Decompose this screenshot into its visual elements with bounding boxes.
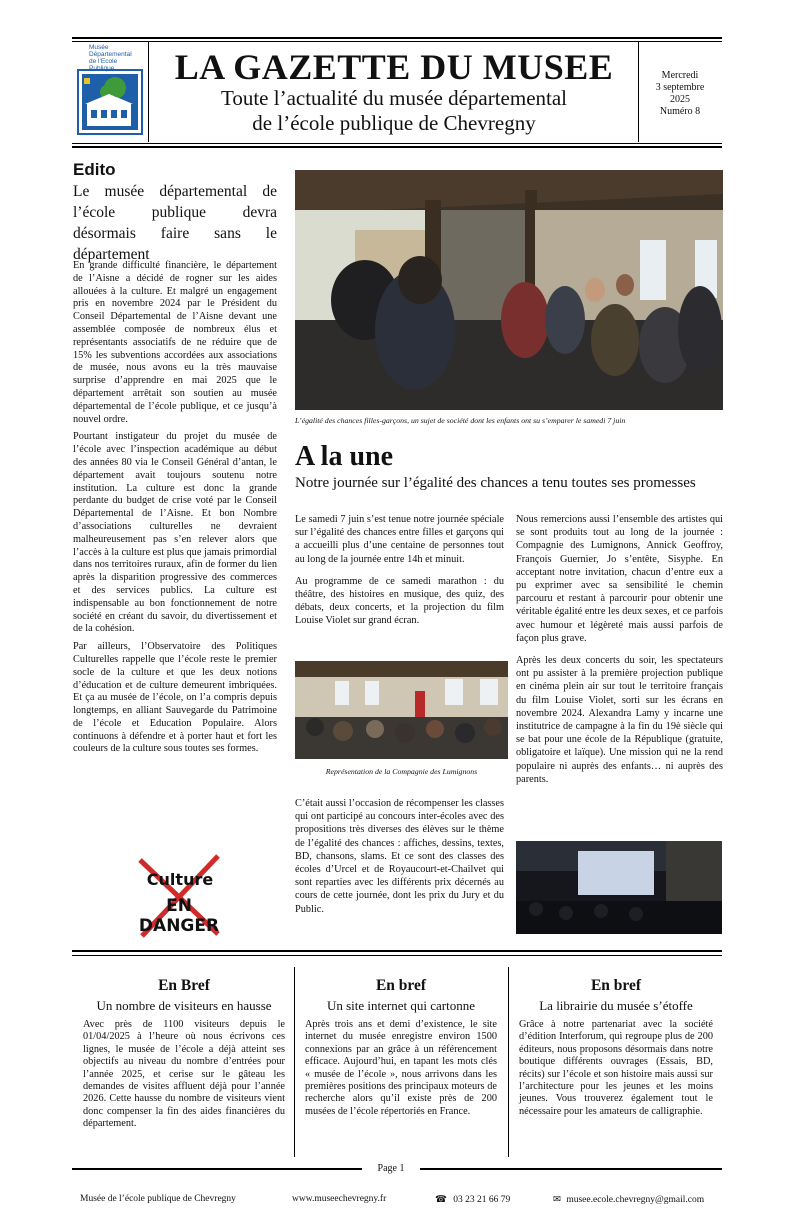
theatre-photo	[295, 661, 508, 759]
stamp-text-culture: Culture	[146, 870, 214, 889]
brief-heading: En bref	[590, 977, 642, 994]
brief-subheading: Un site internet qui cartonne	[326, 998, 475, 1013]
footer-rule-right	[420, 1168, 722, 1170]
une-paragraph: Au programme de ce samedi marathon : du théâtre, des histoires en musique, des quiz, des débats, deux concerts, et la projection du film Louise Violet sur grand écran.	[295, 575, 504, 627]
brief-text: Avec près de 1100 visiteurs depuis le 01/04/2025 à l’heure où nous écrivons ces lignes, le musée de l’école a déjà atteint ses objectifs au niveau du nombre d’entrées pour l’année 2025, et cerise sur le gâteau les demandes de visites affluent déjà pour l’année 2026. Cette hausse du nombre de visiteurs vient donc compenser la fin des aides financières du département.	[83, 1019, 285, 1130]
masthead-left-divider	[148, 42, 149, 142]
newspaper-title: LA GAZETTE DU MUSEE	[174, 47, 614, 87]
masthead-right-divider	[638, 42, 639, 142]
subtitle-line-1: Toute l’actualité du musée départemental	[220, 86, 568, 110]
une-paragraph: Le samedi 7 juin s’est tenue notre journée spéciale sur l’égalité des chances entre filles et garçons qui a accueilli plus d’une centaine de personnes tout au long de la journée entre 14h et minuit.	[295, 514, 504, 565]
photo-theatre-audience	[295, 661, 508, 759]
une-column-1b	[295, 797, 504, 925]
une-subheading: Notre journée sur l’égalité des chances a tenu toutes ses promesses	[295, 475, 696, 491]
edito-paragraph: Par ailleurs, l’Observatoire des Politiques Culturelles rappelle que l’école reste le premier socle de la culture et que les deux notions d’éducation et de culture demeurent imbriquées. Et ça au musée de l’école, on l’a compris depuis longtemps, en alliant Sauvegarde du Patrimoine de l’école et Education Populaire. Alors continuons à défendre et à porter haut et fort les couleurs de la culture sous toutes ses formes.	[73, 641, 277, 755]
footer-museum-name: Musée de l’école publique de Chevregny	[80, 1194, 236, 1204]
brief-visitors	[83, 977, 285, 1131]
stamp-text-danger: EN DANGER	[138, 896, 220, 936]
logo-text-2: Départemental	[89, 51, 132, 58]
footer-phone	[435, 1194, 510, 1205]
masthead-bottom-rule-2	[72, 146, 722, 148]
logo-text-3: de l’Ecole Publique	[89, 58, 118, 72]
une-heading: A la une	[295, 441, 394, 472]
logo-text-1: Musée	[89, 44, 109, 51]
phone-icon: ☎	[435, 1195, 447, 1205]
brief-subheading: Un nombre de visiteurs en hausse	[96, 998, 272, 1013]
une-column-2	[516, 513, 723, 795]
masthead-top-rule-1	[72, 37, 722, 39]
footer-website-link[interactable]: www.museechevregny.fr	[292, 1194, 387, 1204]
edito-lead: Le musée départemental de l’école publique devra désormais faire sans le département	[73, 183, 277, 263]
issue-number: Numéro 8	[659, 106, 701, 117]
edito-heading: Edito	[73, 160, 116, 179]
newspaper-subtitle	[150, 86, 638, 136]
une-paragraph: Après les deux concerts du soir, les spectateurs ont pu assister à la première projection publique en cinéma plein air sur tout le territoire français du film Louise Violet, sorti sur les écrans en novembre 2024. Alexandra Lamy y incarne une institutrice de campagne à la fin du 19è siècle qui se bat pour une école de la République (gratuite, obligatoire et laïque). Une mission qui ne la rend populaire ni auprès des enfants… ni auprès des parents.	[516, 655, 723, 785]
brief-top-rule-2	[72, 955, 722, 956]
edito-body	[73, 260, 277, 761]
masthead-top-rule-2	[72, 41, 722, 42]
brief-divider-1	[294, 967, 295, 1157]
brief-text: Grâce à notre partenariat avec la société d’édition Interforum, qui regroupe plus de 200 éditeurs, nous proposons désormais dans notre boutique différents ouvrages (Essais, BD, récits) sur l’école et son histoire mais aussi sur l’architecture pour les jeunes et les moins jeunes. Vous trouverez également tout le nécessaire pour les amateurs de calligraphie.	[519, 1019, 713, 1117]
footer-email-link[interactable]: musee.ecole.chevregny@gmail.com	[566, 1195, 705, 1205]
brief-heading: En bref	[375, 977, 427, 994]
hero-caption: L’égalité des chances filles-garçons, un sujet de société dont les enfants ont su s’emparer le samedi 7 juin	[295, 416, 626, 425]
edito-paragraph: Pourtant instigateur du projet du musée de l’école avec l’inspection académique au début des années 80 via le Conseil Général d’antan, le département avait toujours soutenu notre institution. La culture est donc la grande perdante du budget de crise voté par le Conseil Départemental de l’Aisne. Et bon Nombre d’associations culturelles ne devraient malheureusement pas s’en relever alors que l’accès à la culture est plus que jamais primordial dans nos territoires ruraux, afin de former du lien après la disparition progressive des commerces et des services publics. La culture est indispensable au bon fonctionnement de notre société en créant du savoir, du divertissement et de la cohésion.	[73, 431, 277, 635]
museum-logo	[77, 44, 143, 136]
footer-email	[553, 1194, 704, 1205]
date-weekday: Mercredi	[661, 70, 699, 81]
photo-outdoor-cinema	[516, 841, 722, 934]
footer-phone-number: 03 23 21 66 79	[453, 1195, 511, 1205]
cinema-photo	[516, 841, 722, 934]
hero-photo	[295, 170, 723, 410]
theatre-caption: Représentation de la Compagnie des Lumignons	[325, 767, 478, 776]
brief-divider-2	[508, 967, 509, 1157]
brief-subheading: La librairie du musée s’étoffe	[539, 998, 693, 1013]
date-day-month: 3 septembre	[655, 82, 705, 93]
une-paragraph: C’était aussi l’occasion de récompenser les classes qui ont participé au concours inter-écoles avec des propositions très diverses des élèves sur le thème de l’égalité des chances : affiches, dessins, textes, BD, chansons, slams. Et ce sont des classes des écoles d’Urcel et de Royaucourt-et-Chailvet qui sont reparties avec les différents prix décernés au cours de cette journée, dont les prix du Jury et du Public.	[295, 798, 504, 915]
page-number: Page 1	[377, 1163, 405, 1174]
masthead-bottom-rule-1	[72, 143, 722, 144]
footer-rule-left	[72, 1168, 362, 1170]
une-column-1	[295, 513, 504, 637]
envelope-icon: ✉	[553, 1195, 561, 1205]
brief-website	[305, 977, 497, 1118]
brief-top-rule-1	[72, 950, 722, 952]
issue-date-block	[640, 70, 720, 118]
subtitle-line-2: de l’école publique de Chevregny	[252, 111, 536, 135]
brief-bookshop	[519, 977, 713, 1118]
photo-crowd-courtyard	[295, 170, 723, 410]
une-paragraph: Nous remercions aussi l’ensemble des artistes qui se sont produits tout au long de la journée : Compagnie des Lumignons, Annick Geoffroy, François Guernier, Jo s’entête, Sisyphe. En acceptant notre invitation, chacun d’entre eux a pu exprimer avec sa sensibilité le chemin parcouru et restant à parcourir pour obtenir une véritable égalité entre les deux sexes, et ce parfois avec humour et légèreté mais aussi parfois de façon plus grave.	[516, 514, 723, 644]
date-year: 2025	[670, 94, 690, 105]
culture-en-danger-stamp	[130, 852, 226, 938]
edito-paragraph: En grande difficulté financière, le département de l’Aisne a décidé de rogner sur les aides allouées à la culture. Et malgré un engagement pris en novembre 2024 par le Président du Conseil Départemental de l’Aisne devant une assemblée composée de nombreux élus et représentants associatifs de ne réduire que de 15% les subventions accordées aux associations de musée, nous avons eu la très mauvaise surprise d’apprendre en mai 2025 que le département arrêtait son soutien au musée départemental de l’école publique, et ce jusqu’à nouvel ordre.	[73, 260, 277, 425]
logo-school-icon	[77, 44, 143, 136]
brief-heading: En Bref	[158, 977, 210, 994]
brief-text: Après trois ans et demi d’existence, le site internet du musée enregistre environ 1500 connexions par an grâce à un référencement efficace. Aujourd’hui, en tapant les mots clés « musée de l’école », nous arrivons dans les premières positions des principaux moteurs de recherche alors qu’il existe près de 200 musées de l’école répertoriés en France.	[305, 1019, 497, 1117]
